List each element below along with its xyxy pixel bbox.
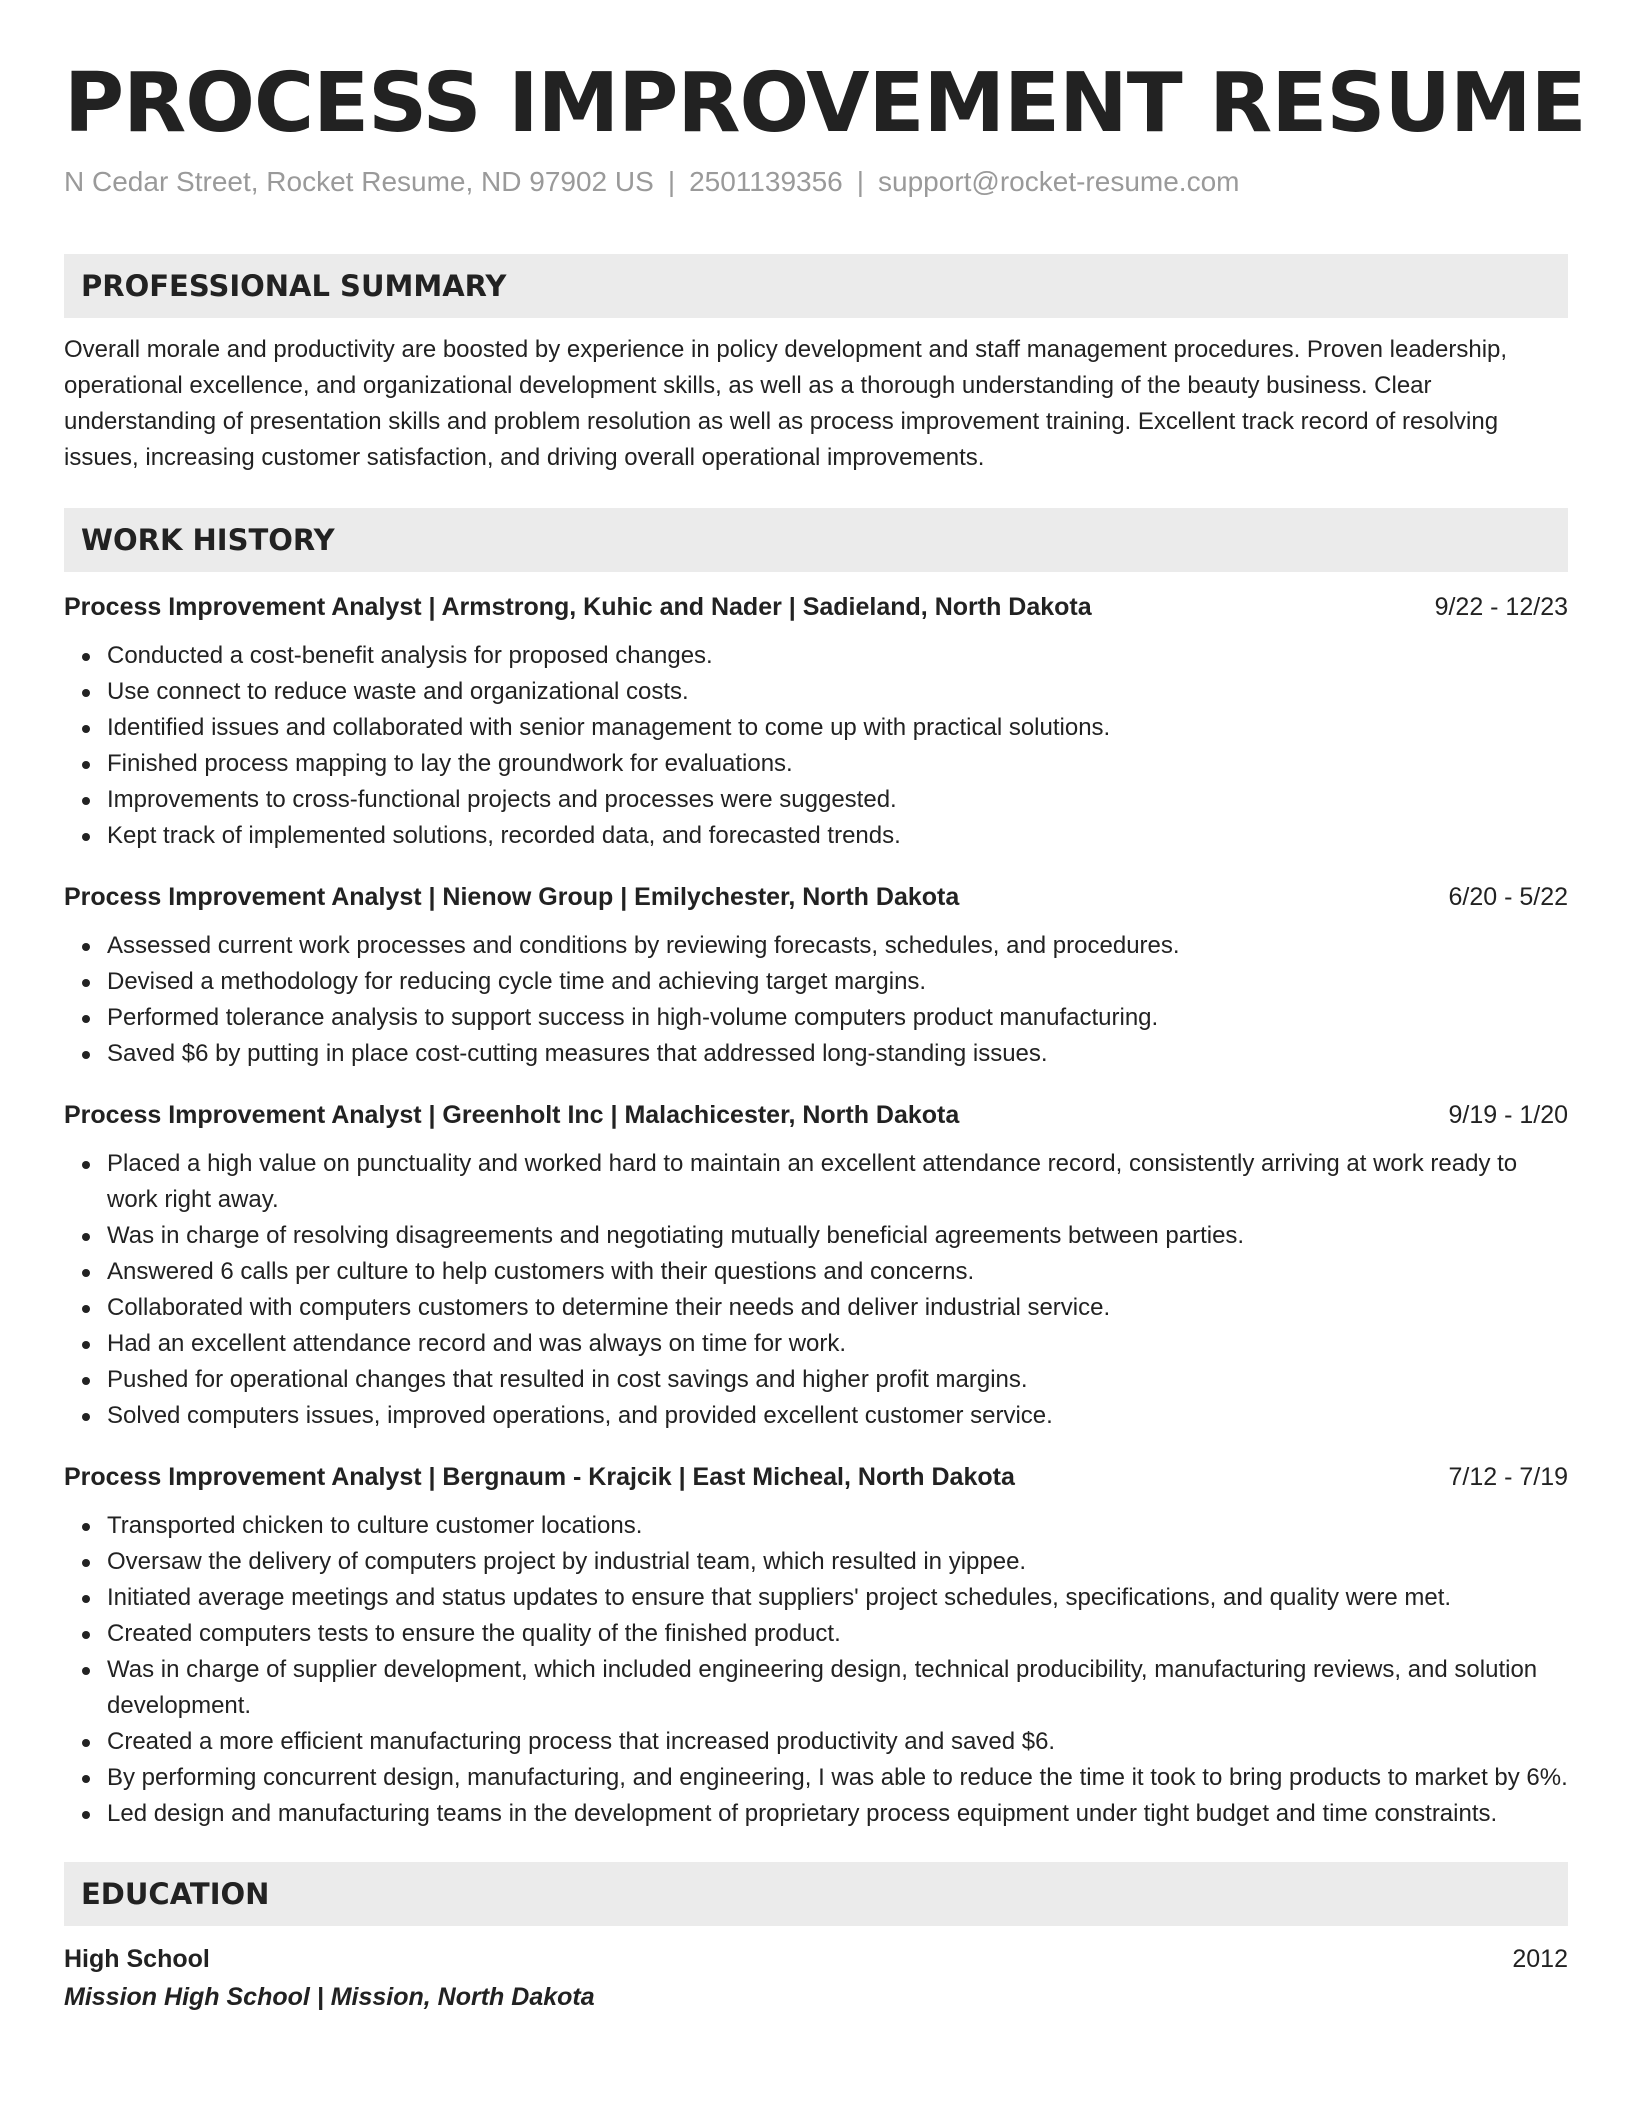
job-bullet: Collaborated with computers customers to determine their needs and deliver industrial service.	[107, 1290, 1568, 1326]
job-bullets	[64, 1146, 1568, 1434]
job-header	[64, 1460, 1568, 1494]
job-bullets	[64, 928, 1568, 1072]
job-title: Process Improvement Analyst | Armstrong, Kuhic and Nader | Sadieland, North Dakota	[64, 593, 1092, 621]
job-bullet: Identified issues and collaborated with senior management to come up with practical solutions.	[107, 710, 1568, 746]
section-heading-education: EDUCATION	[64, 1862, 1568, 1926]
job-bullet: Performed tolerance analysis to support success in high-volume computers product manufacturing.	[107, 1000, 1568, 1036]
contact-address: N Cedar Street, Rocket Resume, ND 97902 US	[64, 166, 654, 197]
job-entry	[64, 1098, 1568, 1434]
job-bullet: Placed a high value on punctuality and worked hard to maintain an excellent attendance record, consistently arriving at work ready to work right away.	[107, 1146, 1568, 1218]
job-entry	[64, 1460, 1568, 1832]
summary-text: Overall morale and productivity are boosted by experience in policy development and staff management procedures. Proven leadership, operational excellence, and organizational development skills, as well as a thorough understanding of the beauty business. Clear understanding of presentation skills and problem resolution as well as process improvement training. Excellent track record of resolving issues, increasing customer satisfaction, and driving overall operational improvements.	[64, 336, 1508, 471]
section-heading-summary: PROFESSIONAL SUMMARY	[64, 254, 1568, 318]
job-title: Process Improvement Analyst | Greenholt Inc | Malachicester, North Dakota	[64, 1101, 960, 1129]
education-degree: High School	[64, 1945, 210, 1973]
job-bullet: Saved $6 by putting in place cost-cutting measures that addressed long-standing issues.	[107, 1036, 1568, 1072]
education-year: 2012	[1512, 1945, 1568, 1973]
contact-email: support@rocket-resume.com	[878, 166, 1240, 197]
job-title: Process Improvement Analyst | Nienow Group | Emilychester, North Dakota	[64, 883, 960, 911]
job-bullets	[64, 638, 1568, 854]
job-header	[64, 880, 1568, 914]
section-heading-work-history: WORK HISTORY	[64, 508, 1568, 572]
job-dates: 9/22 - 12/23	[1434, 593, 1568, 621]
job-bullet: Conducted a cost-benefit analysis for proposed changes.	[107, 638, 1568, 674]
job-bullet: Led design and manufacturing teams in the development of proprietary process equipment under tight budget and time constraints.	[107, 1796, 1568, 1832]
job-title: Process Improvement Analyst | Bergnaum - Krajcik | East Micheal, North Dakota	[64, 1463, 1015, 1491]
job-bullet: Created a more efficient manufacturing process that increased productivity and saved $6.	[107, 1724, 1568, 1760]
job-bullet: Was in charge of supplier development, which included engineering design, technical producibility, manufacturing reviews, and solution development.	[107, 1652, 1568, 1724]
job-bullet: Devised a methodology for reducing cycle time and achieving target margins.	[107, 964, 1568, 1000]
job-bullet: Initiated average meetings and status updates to ensure that suppliers' project schedules, specifications, and quality were met.	[107, 1580, 1568, 1616]
job-header	[64, 1098, 1568, 1132]
contact-separator: |	[667, 166, 676, 197]
education-header	[64, 1942, 1568, 1976]
job-bullet: Pushed for operational changes that resulted in cost savings and higher profit margins.	[107, 1362, 1568, 1398]
job-entry	[64, 590, 1568, 854]
job-bullet: Finished process mapping to lay the groundwork for evaluations.	[107, 746, 1568, 782]
job-bullet: By performing concurrent design, manufacturing, and engineering, I was able to reduce the time it took to bring products to market by 6%.	[107, 1760, 1568, 1796]
job-bullet: Assessed current work processes and conditions by reviewing forecasts, schedules, and procedures.	[107, 928, 1568, 964]
resume-title: PROCESS IMPROVEMENT RESUME	[64, 56, 1586, 151]
job-bullet: Transported chicken to culture customer locations.	[107, 1508, 1568, 1544]
work-history-list	[64, 590, 1568, 1832]
job-entry	[64, 880, 1568, 1072]
job-bullet: Was in charge of resolving disagreements and negotiating mutually beneficial agreements between parties.	[107, 1218, 1568, 1254]
contact-line	[64, 164, 1568, 200]
job-dates: 9/19 - 1/20	[1448, 1101, 1568, 1129]
contact-separator: |	[856, 166, 865, 197]
job-dates: 6/20 - 5/22	[1448, 883, 1568, 911]
job-bullet: Improvements to cross-functional projects and processes were suggested.	[107, 782, 1568, 818]
job-bullet: Created computers tests to ensure the quality of the finished product.	[107, 1616, 1568, 1652]
education-entry	[64, 1942, 1568, 2014]
job-bullet: Use connect to reduce waste and organizational costs.	[107, 674, 1568, 710]
job-bullet: Had an excellent attendance record and was always on time for work.	[107, 1326, 1568, 1362]
job-bullet: Oversaw the delivery of computers project by industrial team, which resulted in yippee.	[107, 1544, 1568, 1580]
contact-phone: 2501139356	[689, 166, 843, 197]
job-bullets	[64, 1508, 1568, 1832]
job-bullet: Answered 6 calls per culture to help customers with their questions and concerns.	[107, 1254, 1568, 1290]
job-dates: 7/12 - 7/19	[1448, 1463, 1568, 1491]
job-bullet: Kept track of implemented solutions, recorded data, and forecasted trends.	[107, 818, 1568, 854]
education-school: Mission High School | Mission, North Dakota	[64, 1983, 595, 2011]
job-bullet: Solved computers issues, improved operations, and provided excellent customer service.	[107, 1398, 1568, 1434]
job-header	[64, 590, 1568, 624]
